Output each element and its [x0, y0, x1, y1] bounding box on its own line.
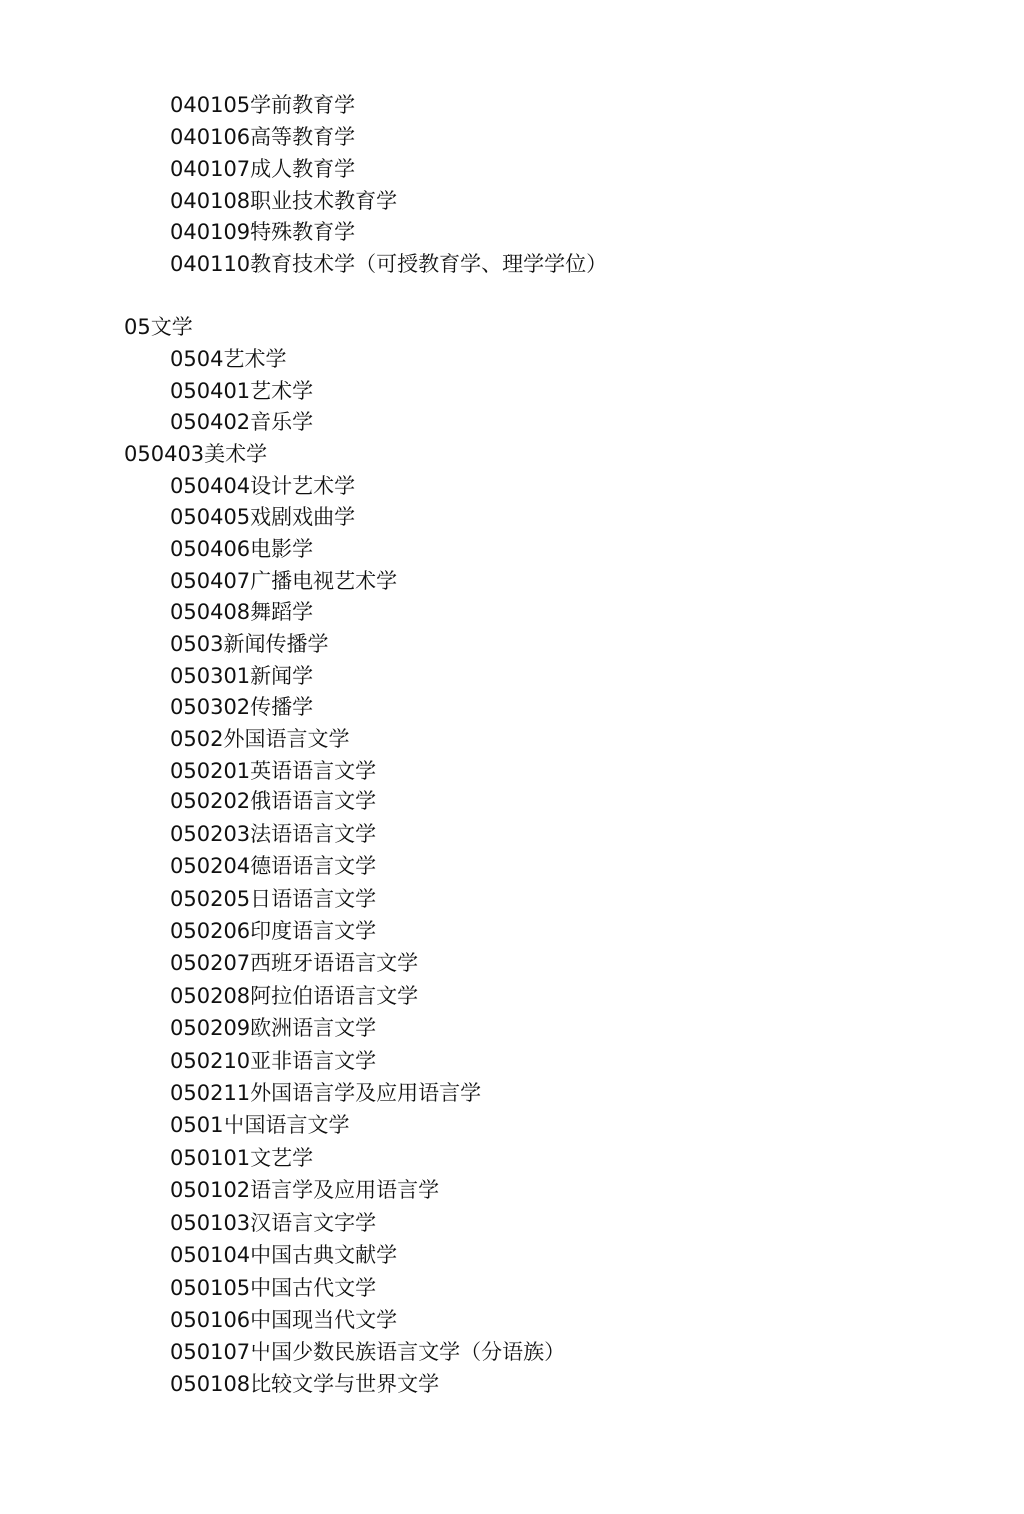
list-item: 050101文艺学 — [170, 1146, 314, 1170]
list-item: 050107屮国少数民族语言文学（分语族） — [170, 1340, 566, 1364]
list-item: 040107成人教育学 — [170, 157, 356, 181]
list-item: 050203法语语言文学 — [170, 822, 377, 846]
list-item: 0501屮国语言文学 — [170, 1113, 350, 1137]
list-item: 050405戏剧戏曲学 — [170, 505, 356, 529]
section-heading: 05文学 — [124, 315, 193, 339]
list-item: 0503新闻传播学 — [170, 632, 329, 656]
list-item: 050105中国古代文学 — [170, 1276, 377, 1300]
list-item: 050301新闻学 — [170, 664, 314, 688]
list-item: 040105学前教育学 — [170, 93, 356, 117]
list-item: 050402音乐学 — [170, 410, 314, 434]
list-item: 050202俄语语言文学 — [170, 789, 377, 813]
list-item: 050401艺术学 — [170, 379, 314, 403]
list-item: 050205日语语言文学 — [170, 887, 377, 911]
list-item: 050104中国古典文献学 — [170, 1243, 398, 1267]
list-item: 050108比较文学与世界文学 — [170, 1372, 440, 1396]
list-item: 0504艺术学 — [170, 347, 287, 371]
list-item: 050407广播电视艺术学 — [170, 569, 398, 593]
list-item: 050208阿拉伯语语言文学 — [170, 984, 419, 1008]
list-item: 050102语言学及应用语言学 — [170, 1178, 440, 1202]
list-item: 0502外国语言文学 — [170, 727, 350, 751]
list-item: 040106高等教育学 — [170, 125, 356, 149]
list-item: 050201英语语言文学 — [170, 759, 377, 783]
list-item: 050106中国现当代文学 — [170, 1308, 398, 1332]
list-item: 050408舞蹈学 — [170, 600, 314, 624]
list-item: 050206印度语言文学 — [170, 919, 377, 943]
list-item: 040108职业技术教育学 — [170, 189, 398, 213]
list-item: 050210亚非语言文学 — [170, 1049, 377, 1073]
list-item: 050404设计艺术学 — [170, 474, 356, 498]
list-item: 050204德语语言文学 — [170, 854, 377, 878]
list-item: 050406电影学 — [170, 537, 314, 561]
list-item: 050302传播学 — [170, 695, 314, 719]
list-item: 050207西班牙语语言文学 — [170, 951, 419, 975]
list-item: 050211外国语言学及应用语言学 — [170, 1081, 482, 1105]
list-item: 050209欧洲语言文学 — [170, 1016, 377, 1040]
list-item: 050103汉语言文字学 — [170, 1211, 377, 1235]
list-item: 040110教育技术学（可授教育学、理学学位） — [170, 252, 608, 276]
list-item: 040109特殊教育学 — [170, 220, 356, 244]
list-item: 050403美术学 — [124, 442, 268, 466]
